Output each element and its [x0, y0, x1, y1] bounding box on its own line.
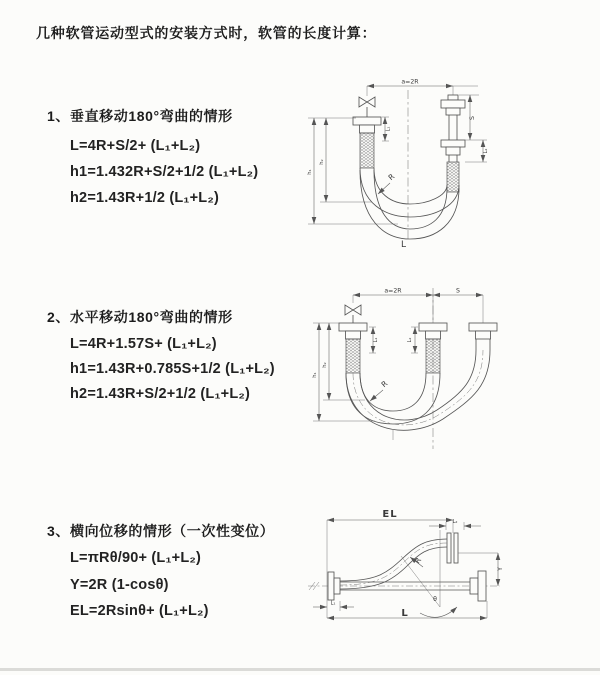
radius-label: R: [386, 171, 397, 183]
dim-label-a2r: a=2R: [401, 78, 419, 86]
radius-label: R: [379, 378, 390, 390]
section3-formula-el: EL=2Rsinθ+ (L₁+L₂): [70, 603, 209, 619]
hose-u-curves: [360, 168, 459, 239]
dim-label-el: EL: [382, 509, 398, 520]
section3-formula-y: Y=2R (1-cosθ): [70, 577, 169, 593]
dim-a2r: [367, 79, 478, 97]
dim-l2: [407, 327, 418, 353]
section1-formula-h1: h1=1.432R+S/2+1/2 (L₁+L₂): [70, 164, 259, 180]
middle-hose-fitting: [419, 323, 447, 373]
dim-l2: [465, 140, 489, 162]
radius-leader: [370, 379, 389, 401]
section3-formula-l: L=πRθ/90+ (L₁+L₂): [70, 550, 202, 566]
dim-label-l1: L₁: [330, 600, 336, 607]
dim-h1-h2: [312, 323, 375, 421]
dim-label-h2: h₂: [319, 159, 325, 165]
dim-label-h1: h₁: [307, 169, 313, 175]
valve-icon: [345, 305, 361, 323]
section1-formula-h2: h2=1.43R+1/2 (L₁+L₂): [70, 190, 220, 206]
dim-label-y: Y: [497, 567, 504, 571]
dim-l1: [382, 117, 392, 141]
section1-formula-l: L=4R+S/2+ (L₁+L₂): [70, 138, 201, 154]
section2-formula-l: L=4R+1.57S+ (L₁+L₂): [70, 336, 217, 352]
dim-h1-h2: [307, 118, 398, 224]
dim-l1: [369, 327, 379, 353]
upper-flange: [447, 533, 498, 563]
section2-formula-h1: h1=1.43R+0.785S+1/2 (L₁+L₂): [70, 361, 275, 377]
dim-y: [497, 553, 504, 586]
left-flange: [328, 572, 340, 600]
dim-label-s: S: [469, 116, 476, 120]
dim-l: [327, 601, 487, 619]
dim-label-l2: L₂: [407, 337, 413, 343]
hose-s-curve: [340, 539, 447, 589]
length-label: L: [400, 240, 406, 250]
angle-label: θ: [433, 596, 437, 603]
dim-label-l1: L₁: [373, 337, 379, 343]
right-hose-fitting: [469, 323, 497, 350]
right-flange: [470, 571, 486, 601]
dim-label-l: L: [401, 608, 409, 619]
dim-l1: [313, 601, 354, 612]
dim-l2: [429, 519, 481, 530]
diagram-horizontal-180: [305, 283, 595, 458]
page-bottom-edge: [0, 668, 600, 671]
right-hose-fitting: [441, 95, 465, 192]
dim-label-h2: h₂: [322, 362, 328, 368]
dim-label-s: S: [456, 287, 460, 295]
radius-label: R: [412, 555, 424, 566]
valve-icon: [359, 97, 375, 117]
hose-u-curves: [346, 350, 490, 440]
section2-formula-h2: h2=1.43R+S/2+1/2 (L₁+L₂): [70, 386, 251, 402]
section3-heading: 3、横向位移的情形（一次性变位）: [47, 523, 275, 539]
angle-theta: [420, 596, 457, 617]
section1-heading: 1、垂直移动180°弯曲的情形: [47, 108, 233, 124]
dim-label-l1: L₁: [385, 126, 392, 132]
diagram-vertical-180: [298, 72, 588, 252]
diagram-lateral-displacement: [300, 505, 600, 635]
left-hose-fitting: [339, 323, 367, 373]
dim-label-l2: L₂: [452, 519, 458, 525]
page-title: 几种软管运动型式的安装方式时，软管的长度计算：: [36, 25, 377, 41]
dim-label-a2r: a=2R: [384, 287, 402, 295]
dim-label-h1: h₁: [312, 372, 318, 378]
dim-label-l2: L₂: [483, 148, 489, 154]
section2-heading: 2、水平移动180°弯曲的情形: [47, 309, 233, 325]
dim-a2r-s: [353, 288, 483, 324]
left-hose-fitting: [353, 117, 381, 168]
